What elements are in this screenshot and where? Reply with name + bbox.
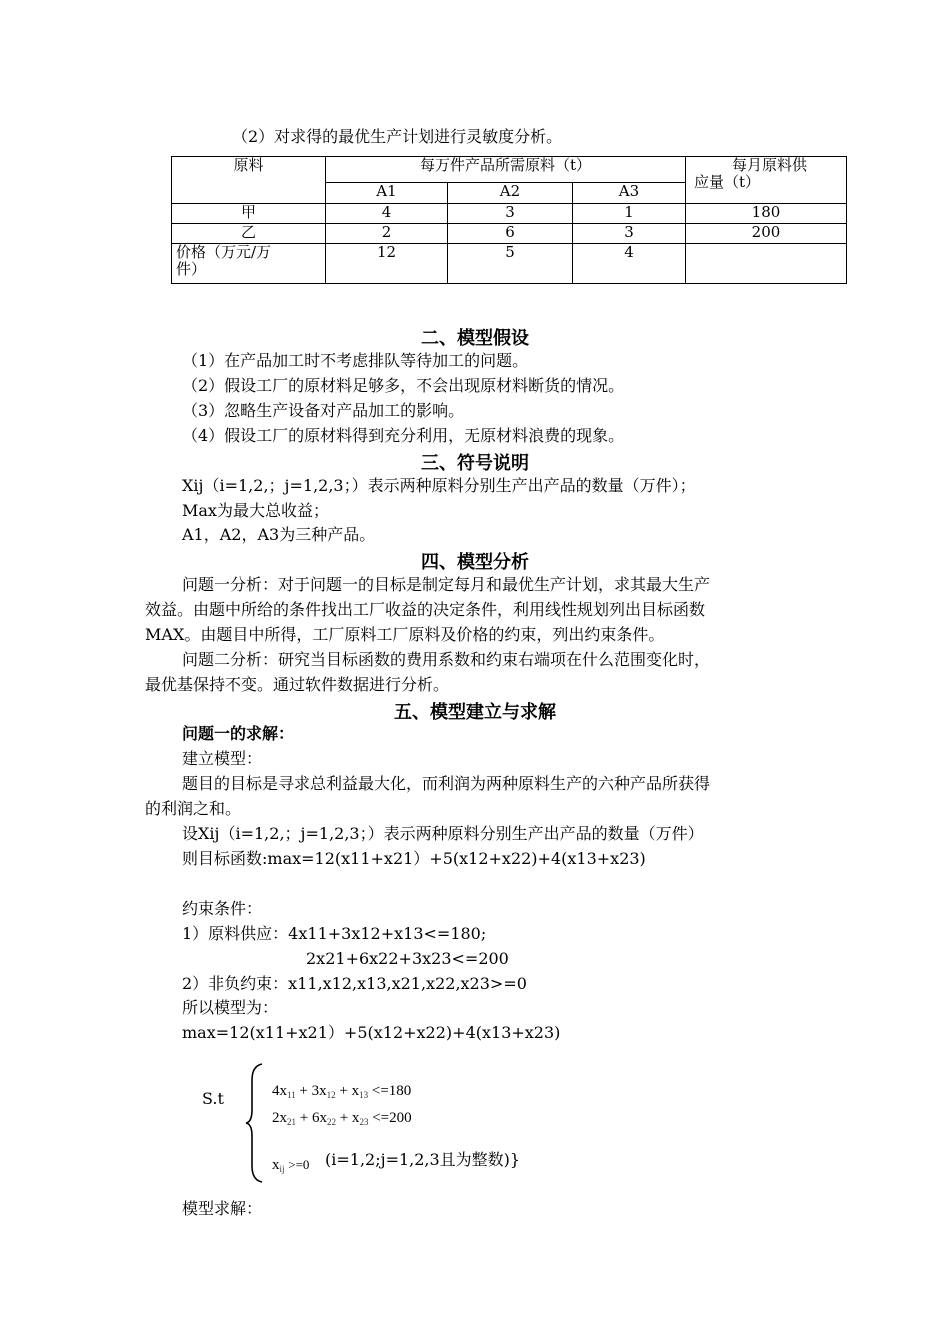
st-label: S.t [202, 1089, 224, 1108]
left-brace-icon [243, 1062, 267, 1184]
section-title-analysis: 四、模型分析 [421, 552, 529, 573]
constraint-supply-2: 2x21+6x22+3x23<=200 [306, 949, 509, 968]
analysis-line-5: 最优基保持不变。通过软件数据进行分析。 [145, 675, 450, 694]
symbol-line-2: Max为最大总收益； [182, 501, 329, 520]
constraint-nonneg: 2）非负约束：x11,x12,x13,x21,x22,x23>=0 [182, 974, 527, 993]
st-constraint-3: $x_{ij} >=0$ [272, 1157, 310, 1174]
st-constraint-1: $4x_{11} + 3x_{12} + x_{13} <=180$ [272, 1083, 412, 1100]
material-table [171, 156, 847, 284]
variable-def: 设Xij（i=1,2,；j=1,2,3；）表示两种原料分别生产出产品的数量（万件） [182, 824, 704, 843]
goal-line-1: 题目的目标是寻求总利益最大化，而利润为两种原料生产的六种产品所获得 [182, 774, 711, 793]
objective-function: 则目标函数:max=12(x11+x21）+5(x12+x22)+4(x13+x23) [182, 849, 646, 868]
assumption-3: （3）忽略生产设备对产品加工的影响。 [182, 401, 465, 420]
section-title-symbols: 三、符号说明 [421, 453, 529, 474]
table-row: 甲 4 3 1 180 [172, 204, 847, 224]
analysis-line-3: MAX。由题目中所得，工厂原料工厂原料及价格的约束，列出约束条件。 [145, 625, 665, 644]
th-a3: A3 [573, 183, 686, 204]
build-model: 建立模型： [182, 749, 263, 768]
th-a2: A2 [448, 183, 573, 204]
intro-line: （2）对求得的最优生产计划进行灵敏度分析。 [232, 127, 563, 146]
assumption-4: （4）假设工厂的原材料得到充分利用，无原材料浪费的现象。 [182, 426, 625, 445]
symbol-line-1: Xij（i=1,2,；j=1,2,3；）表示两种原料分别生产出产品的数量（万件）； [182, 476, 696, 495]
problem1-title: 问题一的求解： [182, 724, 295, 743]
analysis-line-4: 问题二分析：研究当目标函数的费用系数和约束右端项在什么范围变化时， [182, 650, 711, 669]
assumption-2: （2）假设工厂的原材料足够多，不会出现原材料断货的情况。 [182, 376, 625, 395]
th-a1: A1 [326, 183, 448, 204]
model-is: 所以模型为： [182, 998, 279, 1017]
assumption-1: （1）在产品加工时不考虑排队等待加工的问题。 [182, 351, 529, 370]
analysis-line-1: 问题一分析：对于问题一的目标是制定每月和最优生产计划，求其最大生产 [182, 575, 711, 594]
model-objective: max=12(x11+x21）+5(x12+x22)+4(x13+x23) [182, 1023, 561, 1042]
section-title-assumptions: 二、模型假设 [421, 328, 529, 349]
section-title-model: 五、模型建立与求解 [394, 702, 556, 723]
table-row-price: 价格（万元/万 件） 12 5 4 [172, 244, 847, 284]
th-needed: 每万件产品所需原料（t） [326, 157, 686, 183]
constraints-title: 约束条件： [182, 899, 263, 918]
symbol-line-3: A1，A2，A3为三种产品。 [182, 525, 376, 544]
model-solve: 模型求解： [182, 1199, 263, 1218]
constraint-supply: 1）原料供应：4x11+3x12+x13<=180; [182, 924, 487, 943]
st-condition: (i=1,2;j=1,2,3且为整数)} [325, 1150, 521, 1169]
th-supply: 每月原料供 应量（t） [686, 157, 847, 204]
table-row: 乙 2 6 3 200 [172, 224, 847, 244]
th-material: 原料 [172, 157, 326, 204]
analysis-line-2: 效益。由题中所给的条件找出工厂收益的决定条件，利用线性规划列出目标函数 [145, 600, 706, 619]
st-constraint-2: $2x_{21} + 6x_{22} + x_{23} <=200$ [272, 1110, 412, 1127]
goal-line-2: 的利润之和。 [145, 799, 242, 818]
